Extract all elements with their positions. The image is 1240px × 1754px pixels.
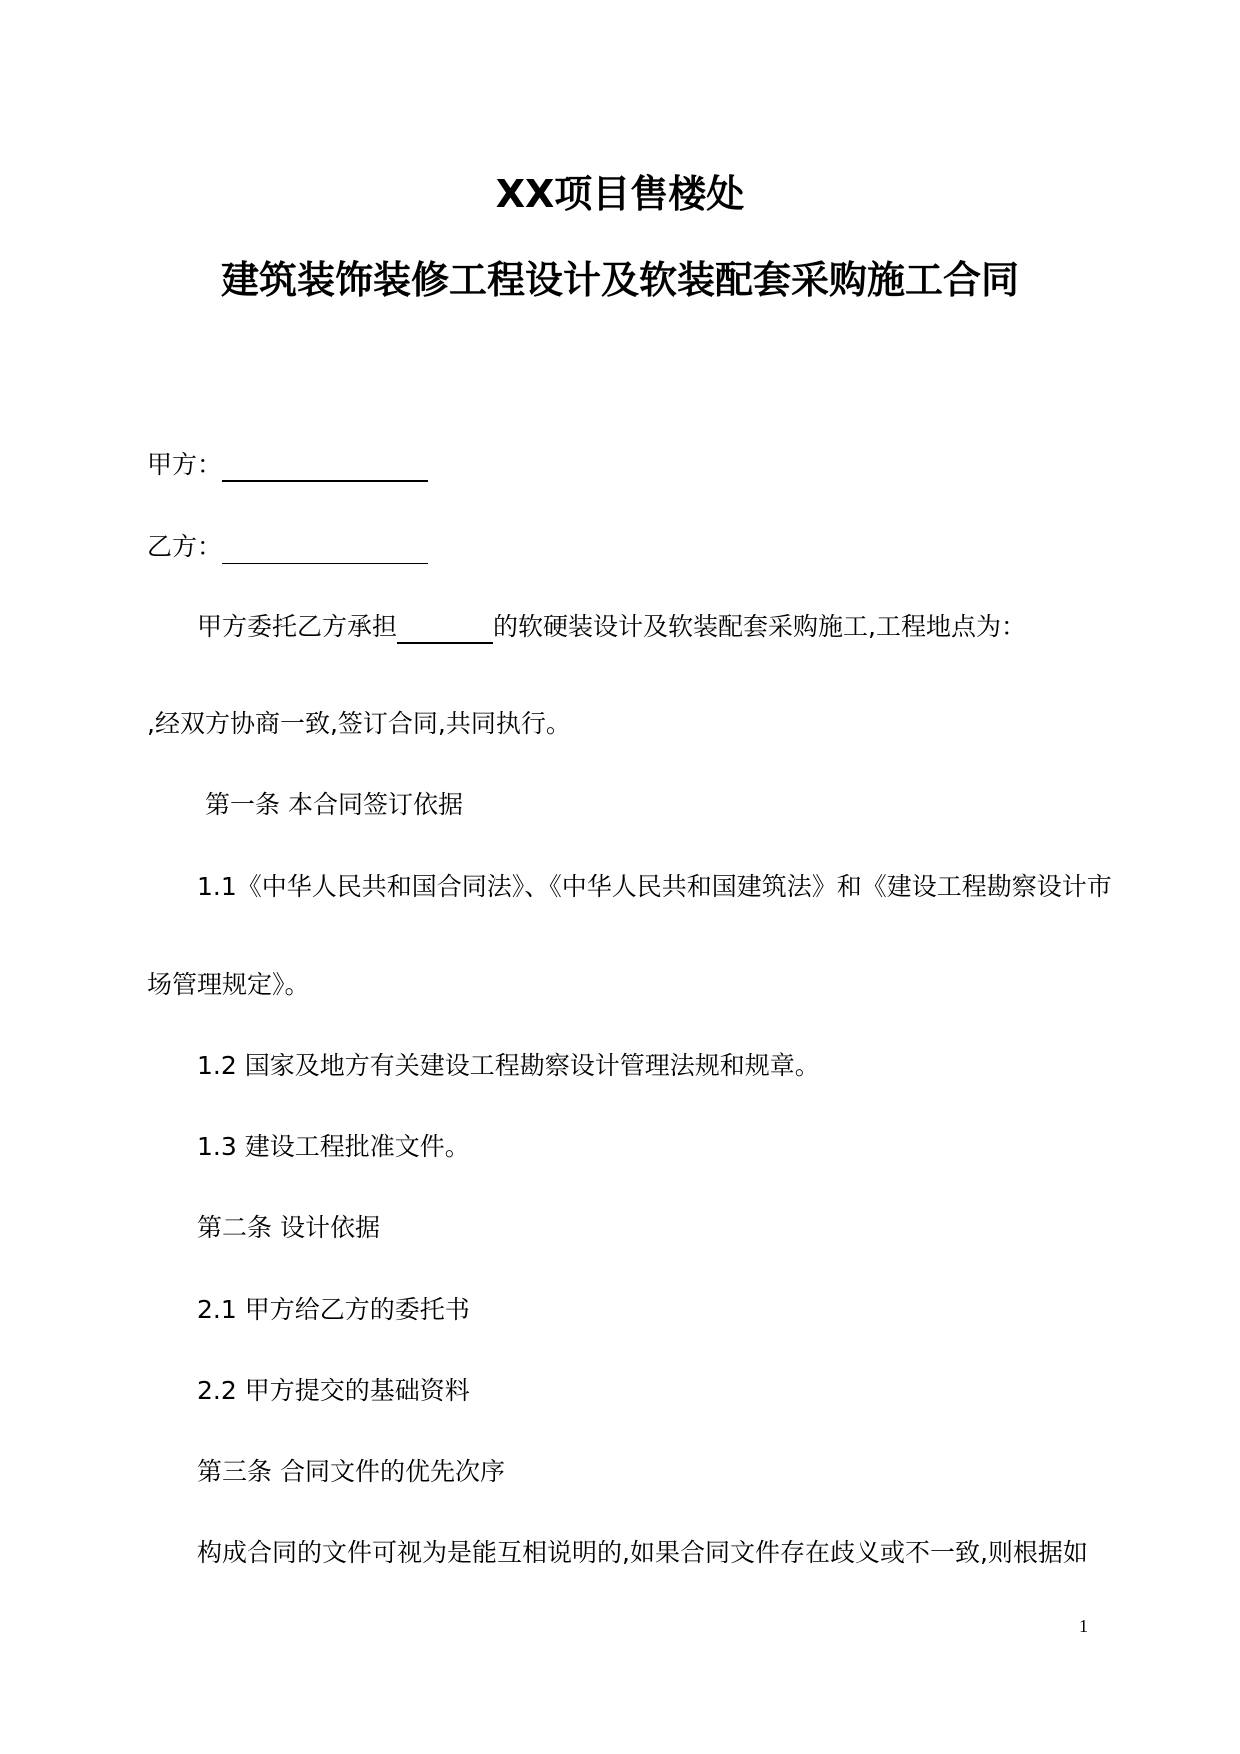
party-b-blank: [222, 533, 428, 564]
page-number: 1: [1079, 1616, 1088, 1636]
clause-1-3: 1.3 建设工程批准文件。: [197, 1132, 470, 1161]
article1-heading: 第一条 本合同签订依据: [205, 790, 463, 819]
party-b-line: [147, 530, 428, 564]
intro-line1: [197, 610, 1026, 644]
contract-title-line1: XX项目售楼处: [495, 172, 745, 216]
clause-2-2: 2.2 甲方提交的基础资料: [197, 1376, 470, 1405]
party-b-label: 乙方：: [147, 532, 223, 561]
article2-heading: 第二条 设计依据: [197, 1213, 380, 1242]
clause-1-1-line1: 1.1《中华人民共和国合同法》、《中华人民共和国建筑法》和《建设工程勘察设计市: [197, 872, 1112, 901]
party-a-line: [147, 448, 428, 482]
article3-text: 构成合同的文件可视为是能互相说明的,如果合同文件存在歧义或不一致,则根据如: [197, 1538, 1088, 1567]
clause-1-2: 1.2 国家及地方有关建设工程勘察设计管理法规和规章。: [197, 1051, 820, 1080]
party-a-label: 甲方：: [147, 450, 223, 479]
intro-text-part2: 的软硬装设计及软装配套采购施工,工程地点为：: [493, 612, 1026, 641]
intro-line2: ,经双方协商一致,签订合同,共同执行。: [147, 709, 571, 738]
intro-text-part1: 甲方委托乙方承担: [197, 612, 398, 641]
clause-2-1: 2.1 甲方给乙方的委托书: [197, 1295, 470, 1324]
project-name-blank: [397, 612, 493, 644]
clause-1-1-line2: 场管理规定》。: [147, 970, 310, 999]
contract-title-line2: 建筑装饰装修工程设计及软装配套采购施工合同: [220, 258, 1019, 302]
article3-heading: 第三条 合同文件的优先次序: [197, 1457, 505, 1486]
party-a-blank: [222, 450, 428, 482]
